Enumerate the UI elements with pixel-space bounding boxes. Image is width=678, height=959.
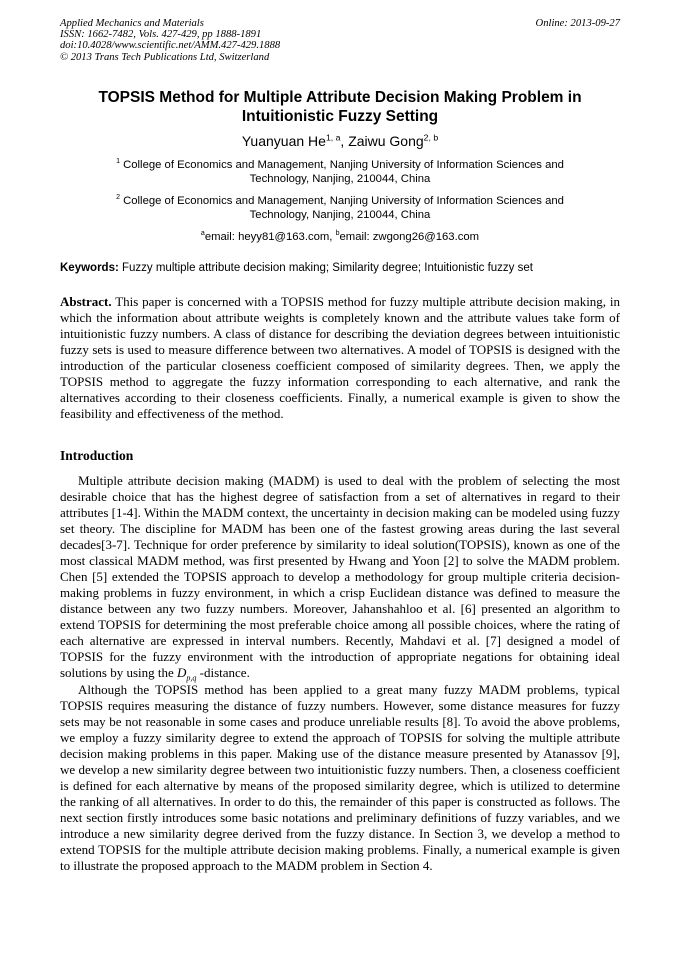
author2-name: Zaiwu Gong (348, 132, 424, 149)
abstract-paragraph (60, 294, 620, 422)
online-date: Online: 2013-09-27 (535, 18, 620, 29)
abstract-label: Abstract. (60, 293, 112, 309)
email-a-text: email: heyy81@163.com, (204, 230, 336, 243)
paper-title-line1: TOPSIS Method for Multiple Attribute Decision Making Problem in (98, 88, 582, 106)
email-b-superscript: b (335, 230, 340, 238)
journal-header (60, 18, 620, 63)
keywords-line (60, 261, 620, 275)
journal-info-block (60, 18, 280, 63)
email-a-superscript: a (200, 230, 205, 238)
introduction-paragraph-1 (60, 473, 620, 681)
keywords-label: Keywords: (60, 261, 119, 274)
intro-p1-text: Multiple attribute decision making (MADM) is used to deal with the problem of selecting the most desirable choice that has the highest degree of satisfaction from a set of alternatives in regard to their attributes [1-4]. Within the MADM context, the uncertainty in decision making can be modeled using fuzzy set theory. The discipline for MADM has been one of the fastest growing areas during the last several decades[3-7]. Technique for order preference by similarity to ideal solution(TOPSIS), known as one of the most classical MADM method, was first presented by Hwang and Yoon [2] to solve the MADM problem. Chen [5] extended the TOPSIS approach to develop a methodology for group multiple criteria decision-making problems in fuzzy environment, in which a crisp Euclidean distance was defined to measure the distance between any two fuzzy numbers. Moreover, Jahanshahloo et al. [6] presented an algorithm to extend TOPSIS for determining the most preferable choice among all possible choices, where the rating of each alternative are expressed in interval numbers. Recently, Mahdavi et al. [7] designed a model of TOPSIS for the fuzzy environment with the introduction of appropriate negations for obtaining ideal solutions by using the (60, 472, 620, 680)
journal-issn-line: ISSN: 1662-7482, Vols. 427-429, pp 1888-1891 (60, 29, 262, 41)
journal-doi-line: doi:10.4028/www.scientific.net/AMM.427-429.1888 (60, 40, 281, 52)
introduction-paragraph-2: Although the TOPSIS method has been applied to a great many fuzzy MADM problems, typical TOPSIS requires measuring the distance of fuzzy numbers. However, some distance measures for fuzzy sets may be not reasonable in some cases and produce unreliable results [8]. To avoid the above problems, we employ a fuzzy similarity degree to extend the approach of TOPSIS for solving the multiple attribute decision making problems in this paper. Making use of the distance measure presented by Atanassov [9], we develop a new similarity degree between two intuitionistic fuzzy numbers. Then, a closeness coefficient is defined for each alternative by means of the proposed similarity degree, which is utilized to determine the ranking of all alternatives. In order to do this, the remainder of this paper is constructed as follows. The next section firstly introduces some basic notations and preliminary definitions of fuzzy variables, and we introduce a new similarity degree derived from the fuzzy distance. In Section 3, we develop a method to extend TOPSIS for the multiple attribute decision making problems. Finally, a numerical example is given to illustrate the proposed approach to the MADM problem in Section 4. (60, 681, 620, 873)
abstract-text: This paper is concerned with a TOPSIS method for fuzzy multiple attribute decision making, in which the information about attribute weights is completely known and the attribute values take form of intuitionistic fuzzy numbers. A class of distance for describing the deviation degrees between intuitionistic fuzzy sets is used to measure difference between two alternatives. A model of TOPSIS is designed with the introduction of the particular closeness coefficient composed of similarity degrees. Then, we apply the TOPSIS method to aggregate the fuzzy information corresponding to each alternative, and rank the alternatives according to their closeness coefficients. Finally, a numerical example is given to show the feasibility and effectiveness of the method. (60, 293, 620, 421)
authors-separator: , (340, 132, 349, 149)
affiliation-1 (94, 158, 586, 186)
affiliation-2 (94, 194, 586, 222)
paper-title (60, 88, 620, 127)
affiliation-2-text: College of Economics and Management, Nanjing University of Information Sciences and Technology, Nanjing, 210044, China (119, 194, 564, 221)
journal-title: Applied Mechanics and Materials (60, 18, 204, 29)
intro-p1-text-after: -distance. (196, 664, 250, 680)
affiliation-1-text: College of Economics and Management, Nanjing University of Information Sciences and Technology, Nanjing, 210044, China (119, 158, 564, 185)
math-base: D (177, 664, 187, 680)
keywords-text: Fuzzy multiple attribute decision making; Similarity degree; Intuitionistic fuzzy set (118, 261, 533, 274)
math-subscript: p,q (186, 673, 197, 683)
author1-superscript: 1, a (325, 132, 341, 143)
author1-name: Yuanyuan He (241, 132, 326, 149)
emails-line (60, 230, 620, 244)
affiliation-1-superscript: 1 (116, 158, 120, 166)
journal-copyright-line: © 2013 Trans Tech Publications Ltd, Switzerland (60, 51, 270, 63)
authors-line (60, 132, 620, 150)
email-b-text: email: zwgong26@163.com (339, 230, 480, 243)
introduction-heading: Introduction (60, 447, 134, 463)
affiliation-2-superscript: 2 (116, 194, 120, 202)
author2-superscript: 2, b (423, 132, 439, 143)
paper-title-line2: Intuitionistic Fuzzy Setting (241, 108, 439, 126)
distance-math-notation (177, 664, 197, 683)
